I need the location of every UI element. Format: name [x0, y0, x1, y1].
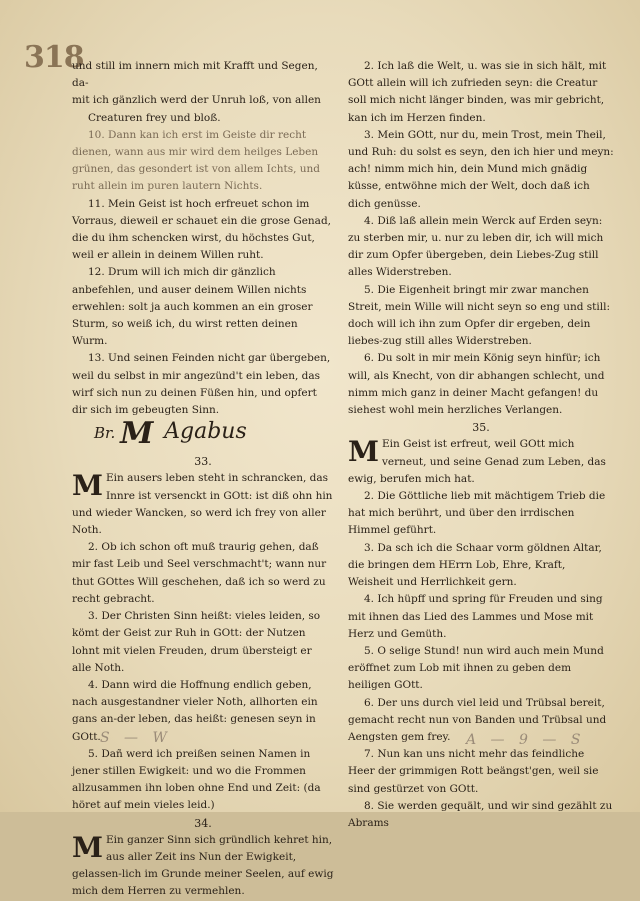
signature-prefix: Br.: [94, 424, 116, 443]
intro-line-1: und still im innern mich mit Krafft und Segen, da-: [72, 60, 318, 90]
verse-13: 13. Und seinen Feinden nicht gar übergeben, weil du selbst in mir angezünd't ein leben, das wirf sich nun zu deinen Füßen hin, und opfert dir sich im gebeugten Sinn.: [72, 352, 331, 417]
verse-2: 2. Ich laß die Welt, u. was sie in sich hält, mit GOtt allein will ich zufrieden seyn: die Creatur soll mich nicht länger binden, was mir gebricht, kan ich im Herzen finden.: [348, 60, 607, 124]
hymn-35-number: 35.: [472, 421, 490, 435]
page-number: 318: [24, 40, 84, 75]
signature: [94, 416, 334, 453]
hymn-33-verse-1: [72, 470, 334, 539]
hymn-34-verse-1: [72, 832, 334, 901]
hymn-35-verse-3: 3. Da sch ich die Schaar vorm göldnen Altar, die bringen dem HErrn Lob, Ehre, Kraft, Weisheit und Herrlichkeit gern.: [348, 541, 602, 589]
hymn-35-verse-1: [348, 436, 614, 488]
verse-6: 6. Du solt in mir mein König seyn hinfür; ich will, als Knecht, von dir abhangen schlecht, und nimm mich ganz in deiner Macht gefangen! du siehest wohl mein herzliches Verlangen.: [348, 352, 605, 417]
hymn-35-verse-6: 6. Der uns durch viel leid und Trübsal bereit, gemacht recht nun von Banden und Trübsal und Aengsten gem frey.: [348, 696, 607, 743]
right-column: [348, 58, 614, 832]
hymn-34-number: 34.: [194, 816, 212, 830]
hymn-33-number: 33.: [194, 455, 212, 469]
hymn-34-verse-1-text: Ein ganzer Sinn sich gründlich kehret hin, aus aller Zeit ins Nun der Ewigkeit, gelassen-lich im Grunde meiner Seelen, auf ewig mich dem Herren zu vermehlen.: [72, 833, 334, 898]
intro-line-2: mit ich gänzlich werd der Unruh loß, von allen: [72, 94, 321, 107]
signature-initial: M: [120, 416, 154, 452]
verse-11: 11. Mein Geist ist hoch erfreuet schon im Vorraus, dieweil er schauet ein die grose Genad, die du ihm schencken wirst, du höchstes Gut, weil er allein in deinem Willen ruht.: [72, 197, 331, 262]
hymn-33-verse-1-text: Ein ausers leben steht in schrancken, das Innre ist versenckt in GOtt: ist diß ohn hin und wieder Wancken, so werd ich frey von aller Noth.: [72, 472, 333, 537]
hymn-34-dropcap: M: [72, 830, 103, 864]
hymn-33-verse-5: 5. Dañ werd ich preißen seinen Namen in jener stillen Ewigkeit: und wo die Frommen allzusammen ihn loben ohne End und Zeit: (da höret auf mein vieles leid.): [72, 747, 321, 812]
hymn-33-verse-3: 3. Der Christen Sinn heißt: vieles leiden, so kömt der Geist zur Ruh in GOtt: der Nutzen lohnt mit vielen Freuden, drum übersteigt er alle Noth.: [72, 610, 321, 674]
verse-10: 10. Dann kan ich erst im Geiste dir recht dienen, wann aus mir wird dem heilges Leben grünen, das gesondert ist von allem Ichts, und ruht allein im puren lautern Nichts.: [72, 128, 321, 193]
hymn-35-verse-2: 2. Die Göttliche lieb mit mächtigem Trieb die hat mich berührt, und über den irrdischen Himmel geführt.: [348, 490, 606, 537]
hymn-35-verse-7: 7. Nun kan uns nicht mehr das feindliche Heer der grimmigen Rott beängst'gen, weil sie sind gestürzet von GOtt.: [348, 748, 599, 795]
pencil-note-right: A — 9 — S: [466, 732, 586, 748]
hymn-35-verse-1-text: Ein Geist ist erfreut, weil GOtt mich verneut, und seine Genad zum Leben, das ewig, berufen mich hat.: [348, 438, 606, 485]
intro-line-3: Creaturen frey und bloß.: [88, 111, 221, 124]
hymn-33-verse-2: 2. Ob ich schon oft muß traurig gehen, daß mir fast Leib und Seel verschmacht't; wann nur thut GOttes Will geschehen, daß ich so werd zu recht gebracht.: [72, 541, 327, 605]
hymn-35-verse-5: 5. O selige Stund! nun wird auch mein Mund eröffnet zum Lob mit ihnen zu geben dem heiligen GOtt.: [348, 644, 604, 692]
left-column: [72, 58, 334, 901]
verse-3: 3. Mein GOtt, nur du, mein Trost, mein Theil, und Ruh: du solst es seyn, den ich hier und meyn: ach! nimm mich hin, dein Mund mich gnädig küsse, entwöhne mich der Welt, doch daß ich dich genüsse.: [348, 128, 614, 210]
hymn-35-verse-8: 8. Sie werden gequält, und wir sind gezählt zu Abrams: [348, 799, 613, 829]
signature-name: Agabus: [164, 419, 247, 445]
verse-5: 5. Die Eigenheit bringt mir zwar manchen Streit, mein Wille will nicht seyn so eng und still: doch will ich ihn zum Opfer dir ergeben, dein liebes-zug still alles Widerstreben.: [348, 283, 611, 348]
pencil-note-left: S — W: [100, 730, 172, 746]
hymn-33-verse-4: 4. Dann wird die Hoffnung endlich geben, nach ausgestandner vieler Noth, allhorten ein gans an-der leben, das heißt: genesen seyn in GOtt.: [72, 678, 318, 743]
hymn-35-verse-4: 4. Ich hüpff und spring für Freuden und sing mit ihnen das Lied des Lammes und Mose mit Herz und Gemüth.: [348, 593, 603, 640]
verse-4: 4. Diß laß allein mein Werck auf Erden seyn: zu sterben mir, u. nur zu leben dir, ich will mich dir zum Opfer übergeben, dein Liebes-Zug still alles Widerstreben.: [348, 214, 604, 279]
hymn-35-dropcap: M: [348, 435, 379, 469]
hymn-33-dropcap: M: [72, 469, 103, 503]
verse-12: 12. Drum will ich mich dir gänzlich anbefehlen, und auser deinem Willen nichts erwehlen: solt ja auch kommen an ein groser Sturm, so weiß ich, du wirst retten deinen Wurm.: [72, 266, 313, 348]
